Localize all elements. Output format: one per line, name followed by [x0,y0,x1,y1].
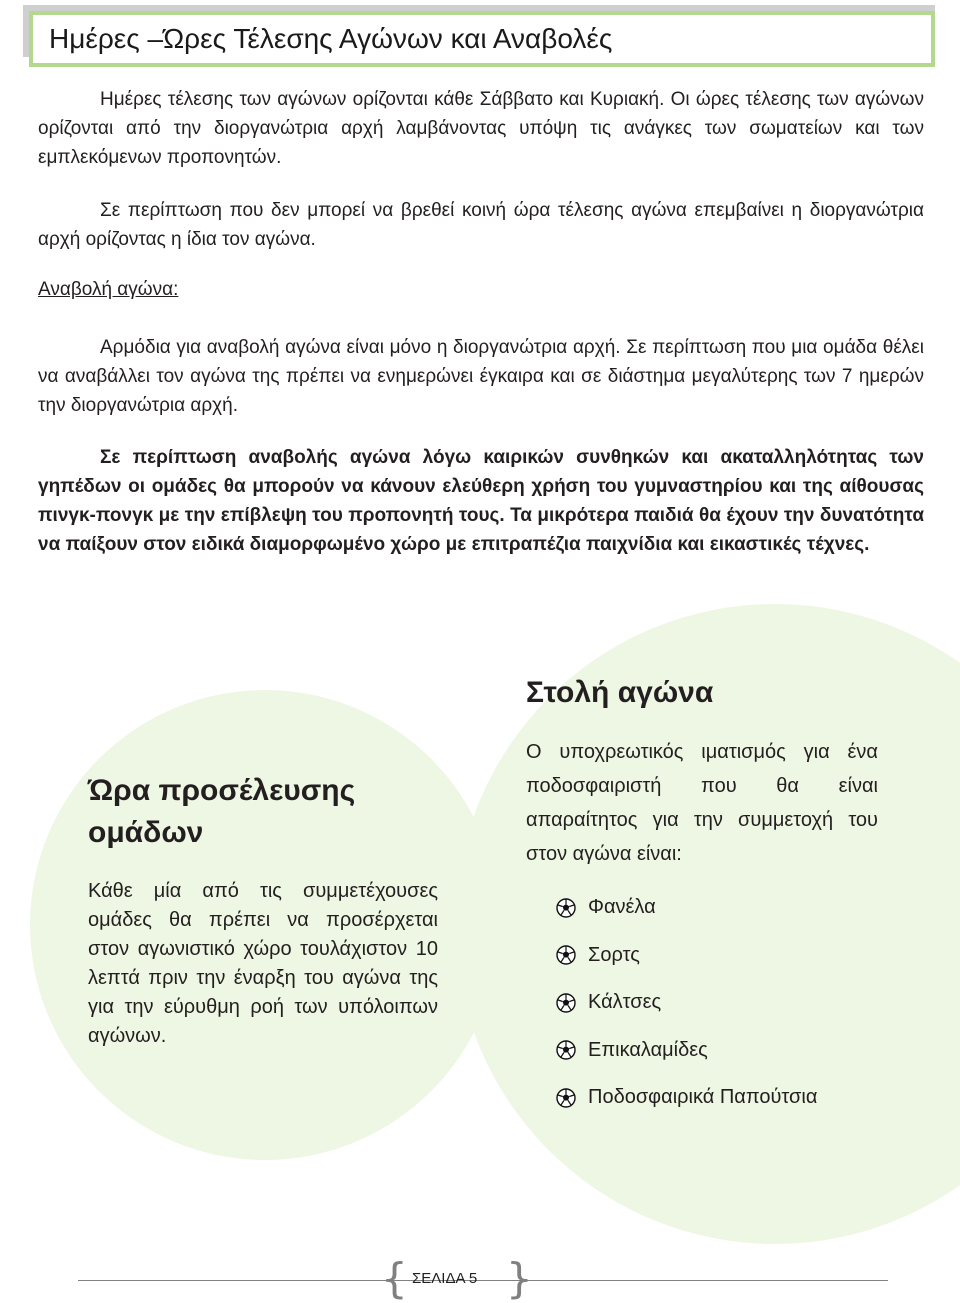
soccer-ball-icon [556,1088,576,1108]
intro-paragraph-days: Ημέρες τέλεσης των αγώνων ορίζονται κάθε Σάββατο και Κυριακή. Οι ώρες τέλεσης των αγώνων ορίζονται από την διοργανώτρια αρχή λαμβάνοντας υπόψη τις ανάγκες των σωματείων και των εμπλεκόμενων προπονητών. [38,89,924,168]
page-number: ΣΕΛΙΔΑ 5 [412,1270,478,1287]
uniform-item-label: Ποδοσφαιρικά Παπούτσια [588,1086,818,1109]
right-brace-ornament: } [506,1254,533,1303]
soccer-ball-icon [556,993,576,1013]
page-title: Ημέρες –Ώρες Τέλεσης Αγώνων και Αναβολές [49,23,613,54]
postponement-subheading: Αναβολή αγώνα: [38,279,179,300]
soccer-ball-icon [556,898,576,918]
uniform-item-label: Φανέλα [588,896,656,919]
title-box [29,11,935,67]
uniform-item-label: Επικαλαμίδες [588,1038,708,1061]
uniform-item-label: Κάλτσες [588,991,662,1014]
list-item [556,884,817,932]
left-brace-ornament: { [381,1254,408,1303]
arrival-heading: Ώρα προσέλευσης ομάδων [88,774,356,849]
list-item [556,1027,817,1075]
arrival-text: Κάθε μία από τις συμμετέχουσες ομάδες θα πρέπει να προσέρχεται στον αγωνιστικό χώρο τουλάχιστον 10 λεπτά πριν την έναρξη του αγώνα της για την εύρυθμη ροή των υπόλοιπων αγώνων. [88,880,438,1047]
postponement-paragraph: Αρμόδια για αναβολή αγώνα είναι μόνο η διοργανώτρια αρχή. Σε περίπτωση που μια ομάδα θέλει να αναβάλλει τον αγώνα της πρέπει να ενημερώνει έγκαιρα και σε διάστημα μεγαλύτερης των 7 ημερών την διοργανώτρια αρχή. [38,337,924,416]
list-item [556,1074,817,1122]
list-item [556,932,817,980]
intro-paragraph-common-time: Σε περίπτωση που δεν μπορεί να βρεθεί κοινή ώρα τέλεσης αγώνα επεμβαίνει η διοργανώτρια αρχή ορίζοντας η ίδια τον αγώνα. [38,200,924,250]
uniform-item-label: Σορτς [588,943,640,966]
uniform-list [556,884,817,1122]
uniform-text: Ο υποχρεωτικός ιματισμός για ένα ποδοσφαιριστή που θα είναι απαραίτητος για την συμμετοχή του στον αγώνα είναι: [526,741,878,865]
uniform-heading: Στολή αγώνα [526,676,714,709]
footer-divider [78,1280,888,1281]
list-item [556,979,817,1027]
weather-postponement-paragraph: Σε περίπτωση αναβολής αγώνα λόγω καιρικών συνθηκών και ακαταλληλότητας των γηπέδων οι ομάδες θα μπορούν να κάνουν ελεύθερη χρήση του γυμναστηρίου και της αίθουσας πινγκ-πονγκ με την επίβλεψη του προπονητή τους. Τα μικρότερα παιδιά θα έχουν την δυνατότητα να παίξουν στον ειδικά διαμορφωμένο χώρο με επιτραπέζια παιχνίδια και εικαστικές τέχνες. [38,447,924,555]
soccer-ball-icon [556,945,576,965]
soccer-ball-icon [556,1040,576,1060]
